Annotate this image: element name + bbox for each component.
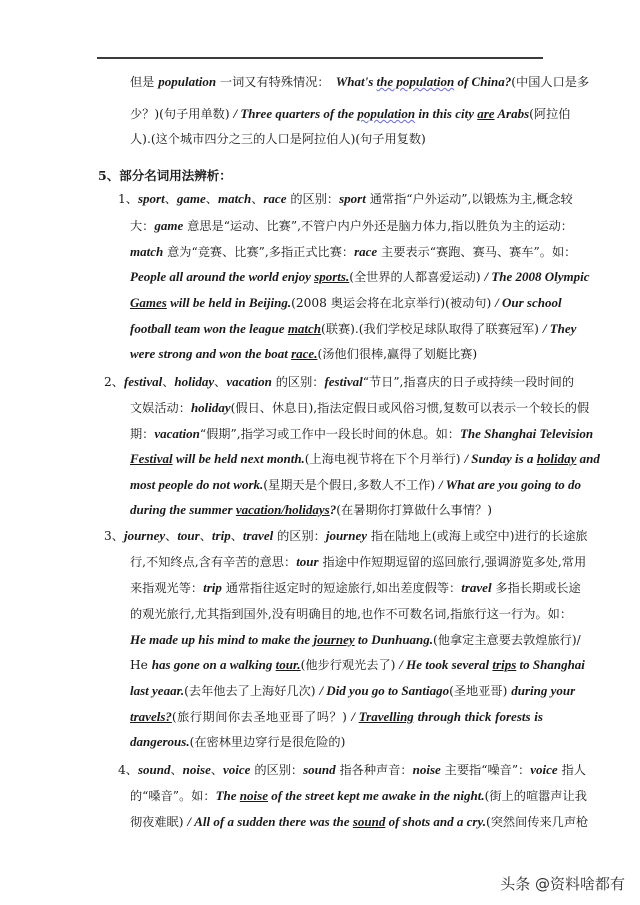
en-term: sport [137,191,165,206]
en-term: last yeaar. [130,683,185,698]
en-term: travel [461,580,492,595]
zh-text: 行,不知终点,含有辛苦的意思： [130,555,297,569]
zh-text: 意为“竞赛、比赛”,多指正式比赛： [163,245,355,259]
en-term: sound [137,762,171,777]
zh-text: He [130,658,152,672]
zh-text: 的区别： [273,529,326,543]
underlined-term: noise [239,788,268,803]
zh-text: (2008 奥运会将在北京举行)(被动句) [291,296,496,310]
underlined-term: vacation/holidays [235,502,330,517]
zh-text: 通常指“户外运动”,以锻炼为主,概念较 [365,192,573,206]
underlined-term: Travelling [358,709,414,724]
underlined-term: holiday [536,451,577,466]
zh-text: 多指长期或长途 [491,581,581,595]
text-line [130,131,426,147]
text-line [130,74,590,90]
en-term: to Dunhuang. [354,632,434,647]
text-line [130,683,576,699]
zh-text: (星期天是个假日,多数人不工作) [263,478,439,492]
en-term: The [215,788,240,803]
underlined-term: population [357,106,416,121]
zh-text: (全世界的人都喜爱运动) [349,270,485,284]
underlined-term: are [477,106,495,121]
zh-text: 、 [162,375,175,389]
zh-text: 的“嗓音”。如： [130,789,216,803]
zh-text: 2、 [104,375,124,389]
zh-text: 的区别： [286,192,340,206]
zh-text: 、 [214,375,227,389]
text-line [130,400,590,416]
zh-text: 指人 [557,763,586,777]
en-term: ? [329,502,337,517]
zh-text: 一词又有特殊情况： [216,75,336,89]
en-term: during the summer [130,502,236,517]
en-term: of shots and a cry. [385,814,486,829]
en-term: of the street kept me awake in the night. [267,788,485,803]
underlined-term: journey [313,632,355,647]
underlined-term: the population [376,74,455,89]
zh-text: 人).(这个城市四分之三的人口是阿拉伯人)(句子用复数) [130,132,426,146]
text-line [130,788,587,804]
zh-text: 的区别： [250,763,304,777]
en-term: will be held next month. [172,451,305,466]
zh-text: 3、 [104,529,124,543]
en-term: noise [182,762,211,777]
zh-text: 、 [170,763,183,777]
en-term: voice [223,762,251,777]
zh-text: 意思是“运动、比赛”,不管户内户外还是脑力体力,指以胜负为主的运动： [183,219,573,233]
zh-text: (去年他去了上海好几次) [184,684,320,698]
en-term: tour [177,528,200,543]
en-term: sound [303,762,336,777]
en-term: most people do not work. [130,477,264,492]
zh-text: 主要表示“赛跑、赛马、赛车”。如： [377,245,577,259]
zh-text: (阿拉伯 [529,107,571,121]
text-line [104,528,588,544]
zh-text: 、 [199,529,212,543]
zh-text: (在暑期你打算做什么事情？) [336,503,492,517]
zh-text: “假期”,指学习或工作中一段长时间的休息。如： [199,427,460,441]
zh-text: (中国人口是多 [511,75,590,89]
zh-text: (街上的喧嚣声让我 [484,789,587,803]
en-term: / The 2008 Olympic [484,269,590,284]
text-line [130,709,543,725]
zh-text: 的观光旅行,尤其指到国外,没有明确目的地,也作不可数名词,指旅行这一行为。如： [130,607,573,621]
zh-text: 主要指“噪音”： [440,763,531,777]
en-term: holiday [174,374,215,389]
en-term: of China? [454,74,512,89]
en-term: tour [296,554,319,569]
text-line [130,632,581,648]
en-term: vacation [226,374,272,389]
zh-text: (他拿定主意要去敦煌旅行)/ [433,633,581,647]
underlined-term: match [287,321,322,336]
en-term: / Three quarters of the [233,106,358,121]
header-rule [97,57,543,59]
en-term: People all around the world enjoy [130,269,315,284]
en-term: sport [339,191,366,206]
text-line [104,374,575,390]
zh-text: (联赛).(我们学校足球队取得了联赛冠军) [321,322,543,336]
zh-text: (在密林里边穿行是很危险的) [189,735,346,749]
text-line [118,191,573,207]
en-term: / Our school [495,295,562,310]
en-term: race [354,244,378,259]
en-term: voice [530,762,558,777]
en-term: / He took several [399,657,493,672]
en-term: population [158,74,217,89]
zh-text: 大： [130,219,155,233]
zh-text: (旅行期间你去圣地亚哥了吗？) [171,710,352,724]
en-term: during your [511,683,576,698]
en-term: The Shanghai Television [459,426,594,441]
zh-text: 但是 [130,75,159,89]
en-term: were strong and won the boat [130,346,292,361]
zh-text: “节日”,指喜庆的日子或持续一段时间的 [362,375,575,389]
underlined-term: travels? [130,709,172,724]
en-term: / All of a sudden there was the [187,814,353,829]
text-line [130,426,594,442]
en-term: to Shanghai [516,657,585,672]
en-term: Arabs [494,106,530,121]
en-term: What's [335,74,377,89]
section-heading: 5、部分名词用法辨析： [98,168,232,183]
underlined-term: trips [492,657,517,672]
en-term: in this city [415,106,478,121]
zh-text: 少？)(句子用单数) [130,107,234,121]
en-term: and [576,451,600,466]
text-line [130,346,477,362]
underlined-term: sports. [314,269,350,284]
en-term: holiday [190,400,231,415]
zh-text: 4、 [118,763,138,777]
text-line [130,580,581,596]
en-term: trip [203,580,222,595]
zh-text: 通常指往返定时的短途旅行,如出差度假等： [221,581,462,595]
zh-text: (突然间传来几声枪 [485,815,589,829]
underlined-term: Games [130,295,167,310]
zh-text: (上海电视节将在下个月举行) [304,452,465,466]
underlined-term: Festival [130,451,173,466]
text-line [118,762,586,778]
zh-text: 、 [165,529,178,543]
zh-text: 、 [251,192,264,206]
zh-text: 期： [130,427,155,441]
text-line [130,554,587,570]
en-term: match [130,244,164,259]
en-term: He made up his mind to make the [130,632,314,647]
en-term: / Sunday is a [464,451,537,466]
zh-text: (他步行观光去了) [300,658,400,672]
en-term: journey [325,528,368,543]
en-term: has gone on a walking [151,657,276,672]
text-line [130,321,577,337]
zh-text: 文娱活动： [130,401,191,415]
zh-text: 的区别： [271,375,325,389]
text-line [130,269,590,285]
underlined-term: tour. [275,657,301,672]
zh-text: 来指观光等： [130,581,204,595]
underlined-term: sound [352,814,386,829]
text-line [130,502,492,518]
text-line [130,106,571,122]
zh-text: 、 [230,529,243,543]
text-line [130,295,562,311]
text-line [130,814,589,830]
en-term: vacation [154,426,200,441]
zh-text: 、 [210,763,224,777]
text-line [130,734,345,750]
en-term: travel [242,528,274,543]
en-term: / Did you go to Santiago [319,683,450,698]
en-term: / They [542,321,577,336]
zh-text: 、 [205,192,218,206]
zh-text: 、 [164,192,177,206]
en-term: game [154,218,184,233]
en-term: festival [123,374,163,389]
en-term: through thick forests is [413,709,543,724]
en-term: / [351,709,359,724]
zh-text: 指各种声音： [335,763,413,777]
zh-text: (假日、休息日),指法定假日或风俗习惯,复数可以表示一个较长的假 [230,401,590,415]
en-term: dangerous. [130,734,190,749]
watermark: 头条 @资料啥都有 [500,875,625,893]
en-term: will be held in Beijing. [166,295,292,310]
en-term: festival [324,374,363,389]
en-term: journey [123,528,166,543]
zh-text: (圣地亚哥) [449,684,512,698]
text-line [130,218,573,234]
text-line [130,606,573,622]
underlined-term: race. [291,346,318,361]
zh-text: 1、 [118,192,138,206]
zh-text: 彻夜难眠) [130,815,188,829]
text-line [130,477,582,493]
en-term: trip [211,528,231,543]
zh-text: (汤他们很棒,赢得了划艇比赛) [317,347,478,361]
en-term: game [176,191,206,206]
zh-text: 指在陆地上(或海上或空中)进行的长途旅 [367,529,588,543]
text-line [130,244,577,260]
en-term: football team won the league [130,321,288,336]
en-term: match [217,191,252,206]
text-line [130,657,585,673]
en-term: noise [412,762,441,777]
zh-text: 指途中作短期逗留的巡回旅行,强调游览多处,常用 [318,555,587,569]
en-term: / What are you going to do [438,477,582,492]
en-term: race [263,191,287,206]
text-line [130,451,600,467]
